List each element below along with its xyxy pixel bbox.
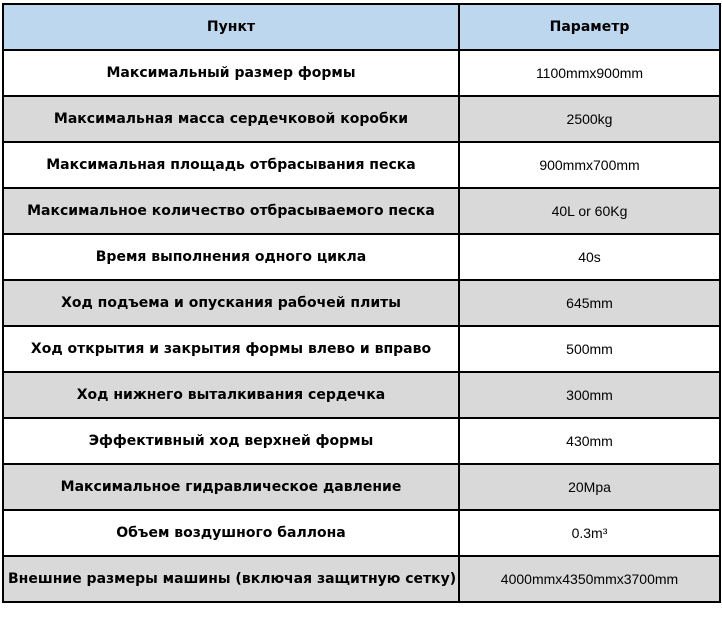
- row-item: Ход нижнего выталкивания сердечка: [3, 372, 459, 418]
- table-row: [3, 510, 720, 556]
- row-item: Максимальная площадь отбрасывания песка: [3, 142, 459, 188]
- row-item: Максимальное гидравлическое давление: [3, 464, 459, 510]
- table-row: [3, 326, 720, 372]
- row-param: 900mmx700mm: [459, 142, 720, 188]
- row-param: 4000mmx4350mmx3700mm: [459, 556, 720, 602]
- table-row: [3, 96, 720, 142]
- table-header: [3, 4, 720, 50]
- row-item: Максимальное количество отбрасываемого песка: [3, 188, 459, 234]
- spec-table: [2, 3, 721, 603]
- row-param: 20Mpa: [459, 464, 720, 510]
- row-param: 645mm: [459, 280, 720, 326]
- table-row: [3, 234, 720, 280]
- table-row: [3, 50, 720, 96]
- row-item: Максимальный размер формы: [3, 50, 459, 96]
- row-item: Максимальная масса сердечковой коробки: [3, 96, 459, 142]
- row-param: 430mm: [459, 418, 720, 464]
- row-param: 0.3m³: [459, 510, 720, 556]
- table-body: [3, 50, 720, 602]
- row-item: Эффективный ход верхней формы: [3, 418, 459, 464]
- table-row: [3, 464, 720, 510]
- row-item: Время выполнения одного цикла: [3, 234, 459, 280]
- row-param: 500mm: [459, 326, 720, 372]
- table-row: [3, 280, 720, 326]
- table-row: [3, 188, 720, 234]
- row-param: 40L or 60Kg: [459, 188, 720, 234]
- row-item: Ход открытия и закрытия формы влево и вправо: [3, 326, 459, 372]
- header-row: [3, 4, 720, 50]
- row-item: Ход подъема и опускания рабочей плиты: [3, 280, 459, 326]
- row-item: Внешние размеры машины (включая защитную сетку): [3, 556, 459, 602]
- row-param: 300mm: [459, 372, 720, 418]
- row-item: Объем воздушного баллона: [3, 510, 459, 556]
- header-parameter: Параметр: [459, 4, 720, 50]
- row-param: 2500kg: [459, 96, 720, 142]
- header-item: Пункт: [3, 4, 459, 50]
- table-row: [3, 142, 720, 188]
- row-param: 40s: [459, 234, 720, 280]
- row-param: 1100mmx900mm: [459, 50, 720, 96]
- table-row: [3, 556, 720, 602]
- table-row: [3, 372, 720, 418]
- table-row: [3, 418, 720, 464]
